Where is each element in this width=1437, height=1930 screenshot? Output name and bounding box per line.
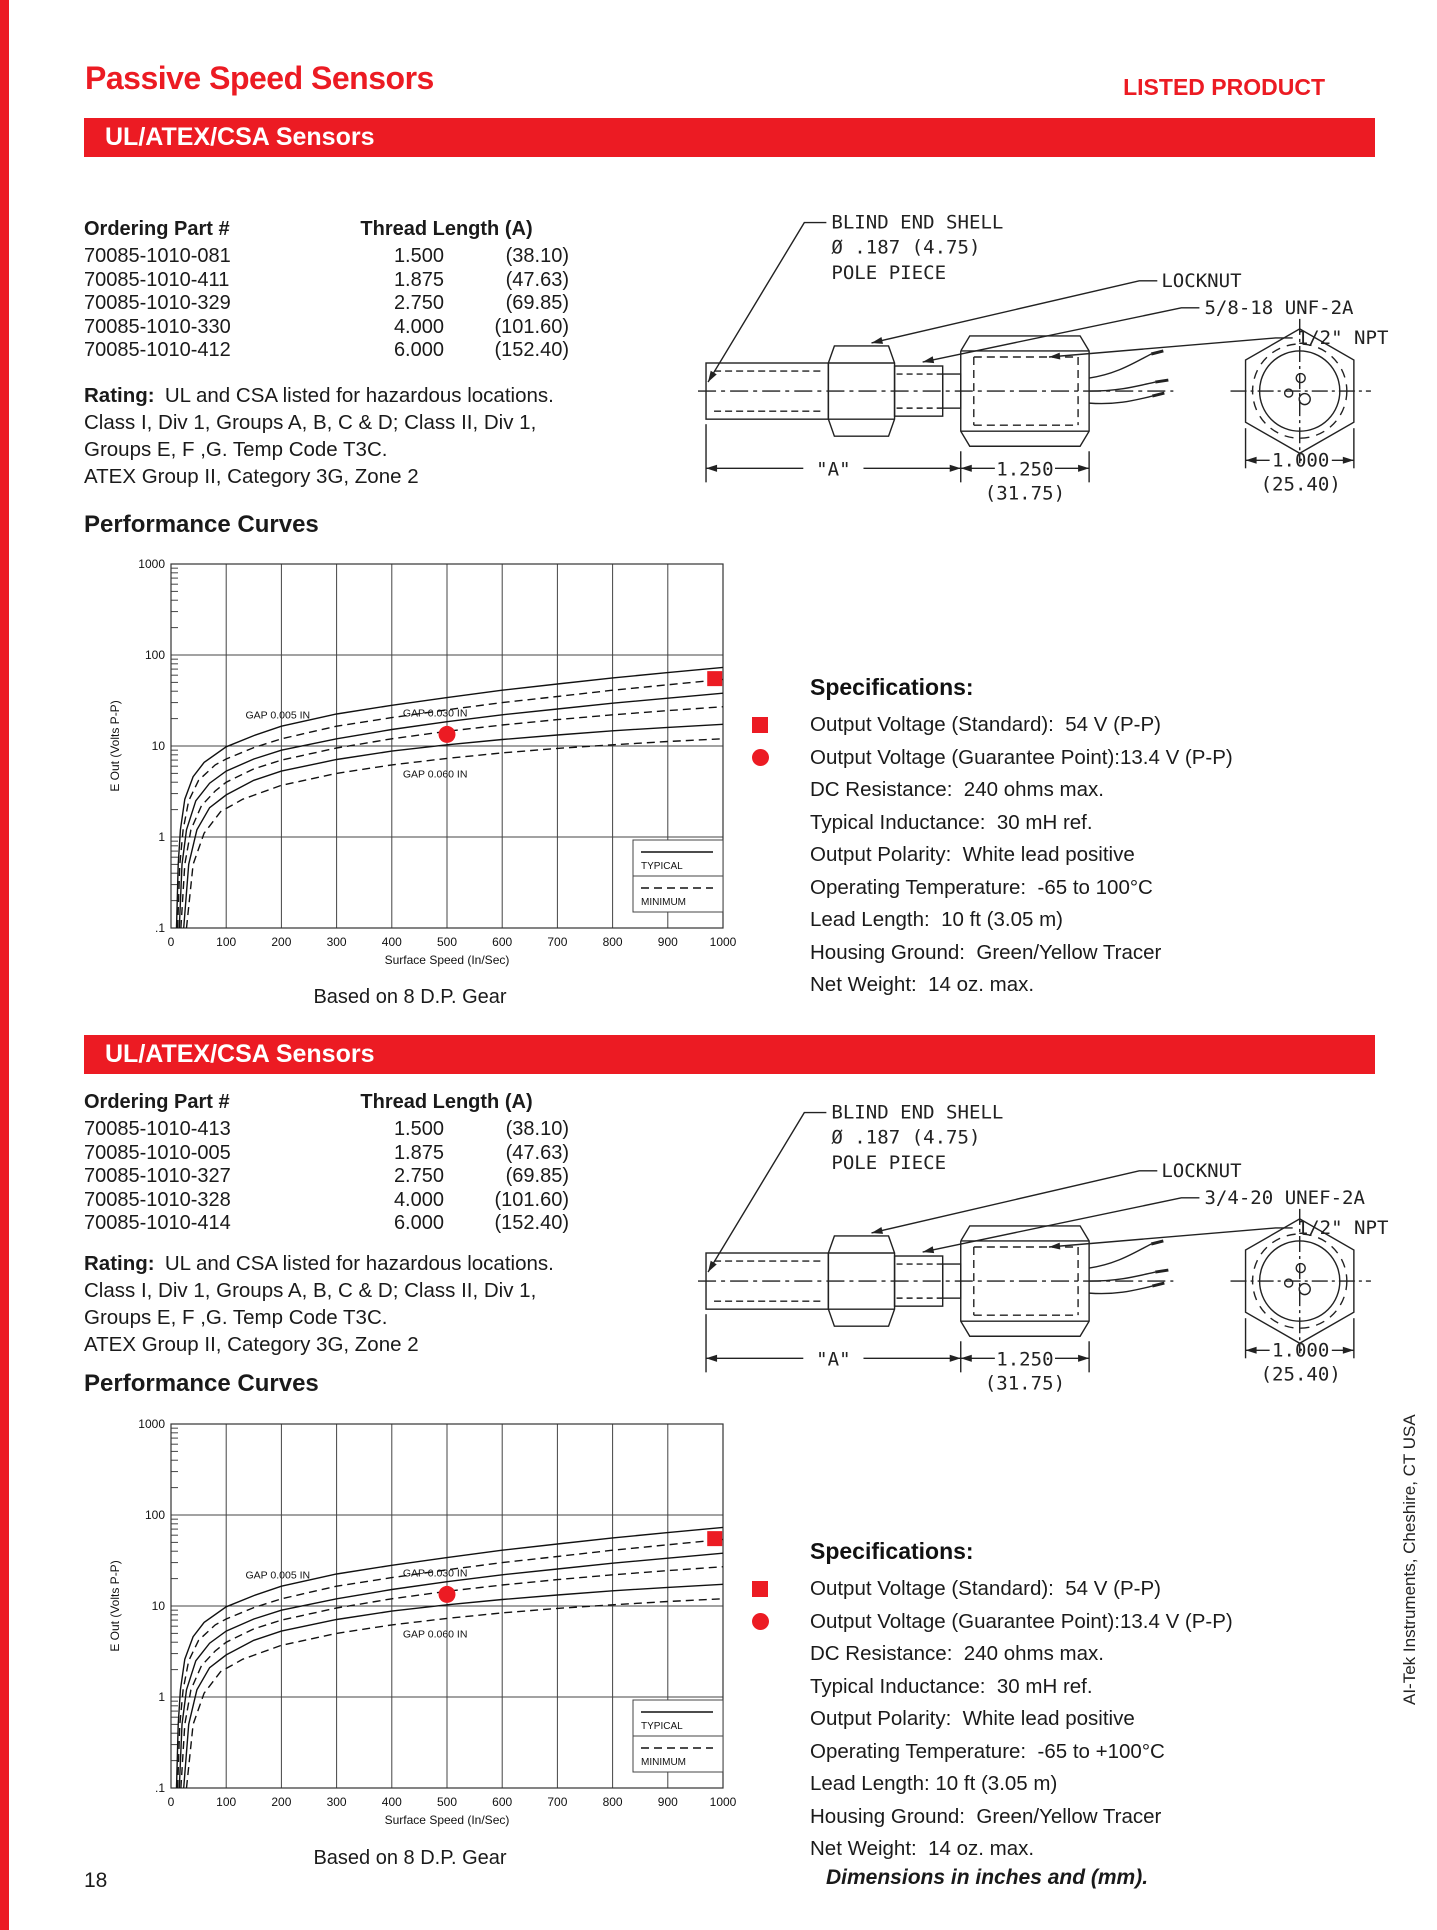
svg-text:E Out (Volts P-P): E Out (Volts P-P) xyxy=(108,700,122,792)
svg-text:1000: 1000 xyxy=(138,1417,165,1431)
spec-item: Output Voltage (Standard): 54 V (P-P) xyxy=(748,1573,1394,1606)
spec-item: Typical Inductance: 30 mH ref. xyxy=(748,1671,1394,1704)
spec-indent xyxy=(748,1671,810,1704)
svg-text:(25.40): (25.40) xyxy=(1260,1363,1341,1386)
svg-text:Surface Speed (In/Sec): Surface Speed (In/Sec) xyxy=(384,1813,510,1827)
svg-text:.1: .1 xyxy=(154,921,165,935)
svg-text:600: 600 xyxy=(492,1795,513,1809)
section-banner: UL/ATEX/CSA Sensors xyxy=(84,118,1375,157)
svg-text:1: 1 xyxy=(158,1690,165,1704)
sensor-technical-drawing xyxy=(698,195,1400,527)
svg-text:1: 1 xyxy=(158,830,165,844)
svg-text:GAP 0.060 IN: GAP 0.060 IN xyxy=(402,768,468,781)
ordering-table-body xyxy=(84,1118,584,1236)
spec-item: Output Polarity: White lead positive xyxy=(748,839,1394,872)
spec-indent xyxy=(748,904,810,937)
svg-text:GAP 0.005 IN: GAP 0.005 IN xyxy=(245,709,311,722)
svg-text:500: 500 xyxy=(436,935,458,949)
listed-product-label: LISTED PRODUCT xyxy=(1123,74,1325,100)
specifications xyxy=(748,1538,1394,1866)
performance-chart xyxy=(75,548,745,973)
page-number: 18 xyxy=(84,1869,108,1892)
sensor-drawing-frame xyxy=(698,195,1400,527)
specifications-heading: Specifications: xyxy=(810,1538,974,1564)
table-row: 70085-1010-005 1.875 (47.63) xyxy=(84,1141,569,1164)
svg-text:TYPICAL: TYPICAL xyxy=(641,861,683,872)
spec-indent xyxy=(748,872,810,905)
svg-text:1000: 1000 xyxy=(709,1795,737,1809)
svg-text:1/2" NPT: 1/2" NPT xyxy=(1296,1216,1389,1239)
svg-text:700: 700 xyxy=(547,1795,568,1809)
table-row: 70085-1010-414 6.000 (152.40) xyxy=(84,1212,569,1234)
svg-text:E Out (Volts P-P): E Out (Volts P-P) xyxy=(108,1560,122,1652)
svg-text:"A": "A" xyxy=(816,458,851,481)
svg-text:800: 800 xyxy=(602,935,623,949)
page-title: Passive Speed Sensors xyxy=(85,60,434,96)
dimensions-note: Dimensions in inches and (mm). xyxy=(826,1866,1149,1889)
svg-text:LOCKNUT: LOCKNUT xyxy=(1161,269,1242,292)
svg-text:100: 100 xyxy=(216,1795,237,1809)
spec-list xyxy=(748,1573,1394,1866)
spec-item: Lead Length: 10 ft (3.05 m) xyxy=(748,904,1394,937)
table-row: 70085-1010-413 1.500 (38.10) xyxy=(84,1118,569,1140)
col-header-thread: Thread Length (A) xyxy=(360,1091,533,1113)
svg-text:400: 400 xyxy=(381,1795,402,1809)
spec-item: Typical Inductance: 30 mH ref. xyxy=(748,807,1394,840)
svg-text:400: 400 xyxy=(381,935,402,949)
svg-text:"A": "A" xyxy=(816,1348,851,1371)
section-ul-atex-csa-1 xyxy=(0,118,1437,1018)
spec-item: Output Voltage (Guarantee Point):13.4 V (P-P) xyxy=(748,1606,1394,1639)
spec-indent xyxy=(748,969,810,1002)
svg-text:900: 900 xyxy=(657,935,678,949)
performance-chart xyxy=(75,1408,745,1833)
svg-text:0: 0 xyxy=(167,935,175,949)
svg-text:1.250: 1.250 xyxy=(996,1348,1054,1371)
spec-item: Lead Length: 10 ft (3.05 m) xyxy=(748,1768,1394,1801)
company-side-note: AI-Tek Instruments, Cheshire, CT USA xyxy=(1400,1414,1419,1705)
table-row: 70085-1010-081 1.500 (38.10) xyxy=(84,245,569,267)
spec-item: Operating Temperature: -65 to 100°C xyxy=(748,872,1394,905)
svg-text:700: 700 xyxy=(547,935,568,949)
chart-caption: Based on 8 D.P. Gear xyxy=(313,1847,507,1869)
svg-text:100: 100 xyxy=(216,935,237,949)
svg-text:100: 100 xyxy=(144,648,165,662)
table-row: 70085-1010-329 2.750 (69.85) xyxy=(84,292,569,314)
svg-text:1.250: 1.250 xyxy=(996,458,1054,481)
svg-text:LOCKNUT: LOCKNUT xyxy=(1161,1159,1242,1182)
spec-item: DC Resistance: 240 ohms max. xyxy=(748,774,1394,807)
svg-text:800: 800 xyxy=(602,1795,623,1809)
section-banner: UL/ATEX/CSA Sensors xyxy=(84,1035,1375,1074)
ordering-table-header xyxy=(84,1091,584,1118)
svg-text:.1: .1 xyxy=(154,1781,165,1795)
sensor-drawing-frame xyxy=(698,1085,1400,1417)
svg-text:300: 300 xyxy=(326,935,347,949)
svg-text:3/4-20 UNEF-2A: 3/4-20 UNEF-2A xyxy=(1204,1186,1365,1209)
svg-text:POLE PIECE: POLE PIECE xyxy=(831,261,947,284)
spec-indent xyxy=(748,1833,810,1866)
col-header-part: Ordering Part # xyxy=(84,218,230,240)
spec-indent xyxy=(748,1638,810,1671)
svg-text:(31.75): (31.75) xyxy=(984,1372,1066,1395)
spec-item: Output Voltage (Standard): 54 V (P-P) xyxy=(748,709,1394,742)
svg-text:Ø .187 (4.75): Ø .187 (4.75) xyxy=(831,236,981,259)
table-row: 70085-1010-412 6.000 (152.40) xyxy=(84,339,569,361)
col-header-thread: Thread Length (A) xyxy=(360,218,533,240)
spec-item: Output Voltage (Guarantee Point):13.4 V (P-P) xyxy=(748,742,1394,775)
table-row: 70085-1010-328 4.000 (101.60) xyxy=(84,1188,569,1211)
sensor-technical-drawing xyxy=(698,1085,1400,1417)
section-ul-atex-csa-2 xyxy=(0,1035,1437,1930)
svg-text:1000: 1000 xyxy=(138,557,165,571)
svg-text:GAP 0.005 IN: GAP 0.005 IN xyxy=(245,1569,311,1582)
svg-text:Ø .187 (4.75): Ø .187 (4.75) xyxy=(831,1126,981,1149)
spec-item: Operating Temperature: -65 to +100°C xyxy=(748,1736,1394,1769)
svg-text:POLE PIECE: POLE PIECE xyxy=(831,1151,947,1174)
svg-text:500: 500 xyxy=(436,1795,458,1809)
svg-text:GAP 0.060 IN: GAP 0.060 IN xyxy=(402,1628,468,1641)
svg-text:1.000: 1.000 xyxy=(1272,449,1330,472)
spec-indent xyxy=(748,937,810,970)
ordering-table-header xyxy=(84,218,584,245)
svg-text:(31.75): (31.75) xyxy=(984,482,1066,505)
svg-text:(25.40): (25.40) xyxy=(1260,473,1341,496)
svg-text:1000: 1000 xyxy=(709,935,737,949)
spec-list xyxy=(748,709,1394,1002)
spec-indent xyxy=(748,1768,810,1801)
spec-indent xyxy=(748,839,810,872)
ordering-table xyxy=(84,218,584,363)
svg-text:600: 600 xyxy=(492,935,513,949)
table-row: 70085-1010-327 2.750 (69.85) xyxy=(84,1165,569,1187)
svg-text:1/2" NPT: 1/2" NPT xyxy=(1296,326,1389,349)
performance-chart-frame xyxy=(75,1408,745,1833)
specifications-heading: Specifications: xyxy=(810,674,974,700)
spec-item: Output Polarity: White lead positive xyxy=(748,1703,1394,1736)
svg-text:MINIMUM: MINIMUM xyxy=(641,1757,686,1768)
performance-curves-heading: Performance Curves xyxy=(84,1370,319,1397)
table-row: 70085-1010-411 1.875 (47.63) xyxy=(84,268,569,291)
red-square-icon xyxy=(748,709,810,742)
svg-text:GAP 0.030 IN: GAP 0.030 IN xyxy=(402,707,468,720)
svg-text:100: 100 xyxy=(144,1508,165,1522)
table-row: 70085-1010-330 4.000 (101.60) xyxy=(84,315,569,338)
svg-text:900: 900 xyxy=(657,1795,678,1809)
svg-text:200: 200 xyxy=(271,1795,292,1809)
performance-curves-heading: Performance Curves xyxy=(84,511,319,538)
svg-text:MINIMUM: MINIMUM xyxy=(641,897,686,908)
svg-text:TYPICAL: TYPICAL xyxy=(641,1721,683,1732)
svg-text:10: 10 xyxy=(151,1599,165,1613)
spec-indent xyxy=(748,1801,810,1834)
spec-item: Net Weight: 14 oz. max. xyxy=(748,1833,1394,1866)
ordering-table-body xyxy=(84,245,584,363)
spec-indent xyxy=(748,1736,810,1769)
svg-text:5/8-18 UNF-2A: 5/8-18 UNF-2A xyxy=(1204,296,1354,319)
spec-indent xyxy=(748,807,810,840)
spec-item: Housing Ground: Green/Yellow Tracer xyxy=(748,1801,1394,1834)
svg-text:0: 0 xyxy=(167,1795,175,1809)
svg-text:200: 200 xyxy=(271,935,292,949)
red-circle-icon xyxy=(748,1606,810,1639)
spec-item: Housing Ground: Green/Yellow Tracer xyxy=(748,937,1394,970)
rating-text: Rating: UL and CSA listed for hazardous locations. Class I, Div 1, Groups A, B, C & D; Class II, Div 1, Groups E, F ,G. Temp Code T3C. ATEX Group II, Category 3G, Zone 2 xyxy=(84,1252,554,1356)
chart-caption: Based on 8 D.P. Gear xyxy=(313,986,507,1008)
svg-text:300: 300 xyxy=(326,1795,347,1809)
col-header-part: Ordering Part # xyxy=(84,1091,230,1113)
red-square-icon xyxy=(748,1573,810,1606)
svg-text:1.000: 1.000 xyxy=(1272,1339,1330,1362)
red-circle-icon xyxy=(748,742,810,775)
svg-text:GAP 0.030 IN: GAP 0.030 IN xyxy=(402,1567,468,1580)
spec-indent xyxy=(748,1703,810,1736)
specifications xyxy=(748,674,1394,1002)
performance-chart-frame xyxy=(75,548,745,973)
svg-text:BLIND END SHELL: BLIND END SHELL xyxy=(831,1101,1004,1124)
ordering-table xyxy=(84,1091,584,1236)
svg-text:10: 10 xyxy=(151,739,165,753)
spec-indent xyxy=(748,774,810,807)
svg-text:BLIND END SHELL: BLIND END SHELL xyxy=(831,211,1004,234)
spec-item: Net Weight: 14 oz. max. xyxy=(748,969,1394,1002)
svg-text:Surface Speed (In/Sec): Surface Speed (In/Sec) xyxy=(384,953,510,967)
rating-text: Rating: UL and CSA listed for hazardous locations. Class I, Div 1, Groups A, B, C & D; Class II, Div 1, Groups E, F ,G. Temp Code T3C. ATEX Group II, Category 3G, Zone 2 xyxy=(84,384,554,488)
spec-item: DC Resistance: 240 ohms max. xyxy=(748,1638,1394,1671)
